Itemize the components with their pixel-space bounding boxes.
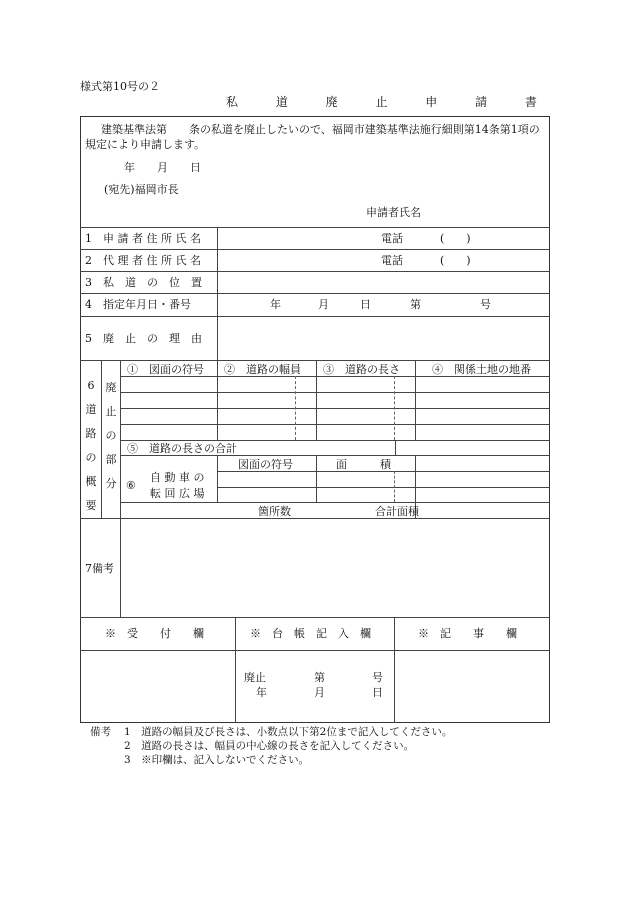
applicant-address-name-label: 1 申 請 者 住 所 氏 名: [85, 232, 201, 245]
row-divider: [120, 424, 550, 425]
designation-go: 号: [480, 298, 491, 311]
road-location-label: 3 私 道 の 位 置: [85, 276, 202, 289]
road-length-total-label: ⑤ 道路の長さの合計: [127, 442, 237, 455]
row-divider: [120, 502, 550, 503]
column-divider: [395, 440, 396, 455]
column-divider: [217, 360, 218, 440]
decimal-guide: [394, 471, 395, 502]
form-number: 様式第10号の２: [80, 80, 160, 93]
row-divider: [120, 440, 550, 441]
row-divider: [80, 360, 550, 361]
note-3: 3 ※印欄は、記入しないでください。: [124, 754, 310, 766]
row-divider: [80, 518, 550, 519]
col-road-length: ③ 道路の長さ: [323, 363, 400, 376]
column-divider: [415, 360, 416, 440]
column-divider: [316, 455, 317, 502]
ledger-day: 日: [372, 686, 383, 699]
turning-symbol-label: 図面の符号: [238, 458, 293, 471]
abolition-reason-label: 5 廃 止 の 理 由: [85, 332, 202, 345]
turning-area-line1: 自 動 車 の: [150, 471, 205, 484]
count-label: 箇所数: [258, 505, 291, 518]
notes-heading: 備考: [90, 726, 111, 738]
total-area-label: 合計面積: [375, 505, 419, 518]
decimal-guide: [394, 376, 395, 440]
agent-phone-label: 電話: [381, 254, 403, 267]
application-statement: 建築基準法第 条の私道を廃止したいので、福岡市建築基準法施行細則第14条第1項の規定により申請します。: [85, 123, 540, 151]
road-outline-label: 6道路の概要: [85, 379, 97, 512]
note-2: 2 道路の長さは、幅員の中心線の長さを記入してください。: [124, 740, 415, 752]
column-divider: [235, 617, 236, 723]
addressee: (宛先)福岡市長: [104, 183, 179, 196]
section6-divider: [101, 360, 102, 518]
designation-month: 月: [318, 298, 329, 311]
col-related-lot: ④ 関係土地の地番: [432, 363, 531, 376]
row-divider: [120, 408, 550, 409]
col-road-width: ② 道路の幅員: [224, 363, 301, 376]
ledger-month: 月: [314, 686, 325, 699]
col-drawing-symbol: ① 図面の符号: [127, 363, 204, 376]
remarks-label: 7備考: [85, 562, 114, 575]
applicant-phone-field[interactable]: ( ): [440, 232, 471, 245]
turning-area-line2: 転 回 広 場: [150, 487, 205, 500]
ledger-haishi: 廃止: [244, 671, 266, 684]
row-divider: [80, 271, 550, 272]
row-divider: [120, 392, 550, 393]
agent-phone-field[interactable]: ( ): [440, 254, 471, 267]
ledger-year: 年: [256, 686, 267, 699]
designation-dai: 第: [410, 298, 421, 311]
row-divider: [120, 455, 550, 456]
row-divider: [217, 471, 550, 472]
column-divider: [394, 617, 395, 723]
application-date[interactable]: 年 月 日: [124, 161, 201, 174]
applicant-phone-label: 電話: [381, 232, 403, 245]
row-divider: [80, 316, 550, 317]
row-divider: [80, 293, 550, 294]
row-divider: [80, 650, 550, 651]
row-divider: [80, 617, 550, 618]
agent-address-name-label: 2 代 理 者 住 所 氏 名: [85, 254, 201, 267]
decimal-guide: [295, 376, 296, 440]
turning-area-number: ⑥: [126, 479, 136, 492]
turning-area-col-label: 面 積: [336, 458, 391, 471]
form-title: 私 道 廃 止 申 請 書: [226, 95, 554, 109]
section6-divider: [120, 360, 121, 518]
column-divider: [120, 518, 121, 617]
ledger-go: 号: [372, 671, 383, 684]
ledger-dai: 第: [314, 671, 325, 684]
designation-date-number-label: 4 指定年月日・番号: [85, 298, 191, 311]
designation-year: 年: [270, 298, 281, 311]
row-divider: [80, 227, 550, 228]
applicant-name-label: 申請者氏名: [366, 206, 421, 219]
column-divider: [316, 360, 317, 440]
row-divider: [80, 249, 550, 250]
designation-day: 日: [360, 298, 371, 311]
article-header: ※ 記 事 欄: [418, 627, 517, 640]
ledger-header: ※ 台 帳 記 入 欄: [250, 627, 371, 640]
column-divider: [217, 227, 218, 360]
abolished-part-label: 廃止の部分: [105, 381, 117, 490]
row-divider: [120, 376, 550, 377]
column-divider: [217, 455, 218, 502]
note-1: 1 道路の幅員及び長さは、小数点以下第2位まで記入してください。: [124, 726, 453, 738]
reception-header: ※ 受 付 欄: [105, 627, 204, 640]
row-divider: [217, 487, 550, 488]
